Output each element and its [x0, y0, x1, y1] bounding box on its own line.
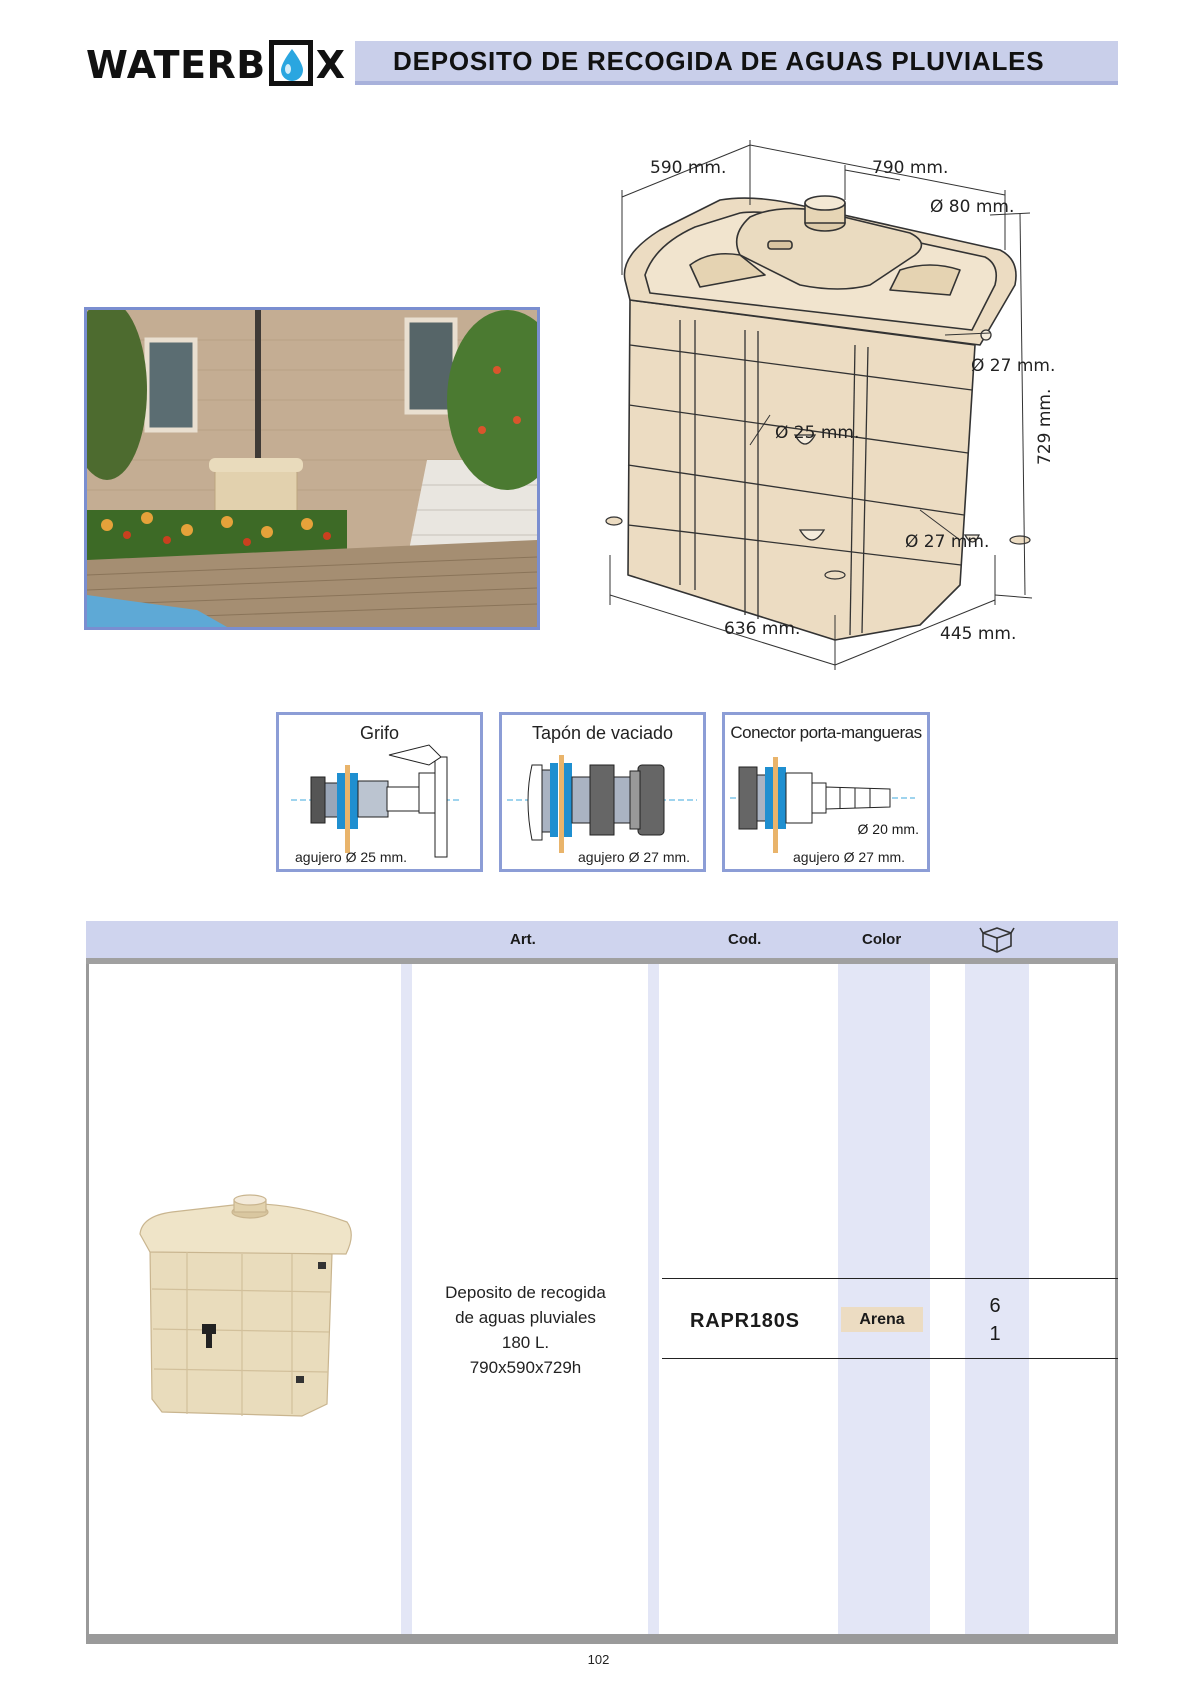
tank-technical-drawing: [600, 135, 1070, 675]
accessory-tapon: [499, 712, 706, 872]
table-bottom-border: [86, 1634, 1118, 1644]
brand-text-left: WATERB: [86, 43, 266, 87]
color-badge: Arena: [841, 1307, 923, 1332]
product-description-line: de aguas pluviales: [455, 1308, 596, 1327]
product-description-line: 180 L.: [501, 1333, 550, 1352]
dim-inlet: Ø 80 mm.: [930, 197, 1015, 217]
accessory-hole: agujero Ø 25 mm.: [295, 849, 408, 865]
col-header-art: Art.: [510, 931, 536, 948]
brand-logo: [86, 40, 346, 90]
product-description: [404, 1280, 647, 1380]
accessory-hole: agujero Ø 27 mm.: [793, 849, 906, 865]
dim-depth-bottom: 445 mm.: [940, 624, 1017, 644]
product-description-line: Deposito de recogida: [445, 1283, 606, 1302]
dim-depth-top: 590 mm.: [650, 158, 727, 178]
accessory-title: Tapón de vaciado: [531, 723, 674, 743]
page-number: 102: [587, 1652, 610, 1667]
dim-hole-bottom: Ø 27 mm.: [905, 532, 990, 552]
garden-photo: [84, 307, 540, 630]
dim-width-bottom: 636 mm.: [724, 619, 801, 639]
col-header-cod: Cod.: [728, 931, 762, 948]
table-header: [86, 921, 1118, 964]
dim-hole-front: Ø 25 mm.: [775, 423, 860, 443]
column-separator: [648, 964, 659, 1642]
pack-quantity: 6: [989, 1295, 1001, 1317]
water-drop-icon: [269, 40, 313, 86]
box-icon: [979, 924, 1015, 958]
accessory-hose-diameter: Ø 20 mm.: [857, 821, 919, 837]
accessory-conector: [722, 712, 930, 872]
page-title: [355, 41, 1118, 85]
accessory-title: Grifo: [359, 723, 399, 743]
dim-hole-right: Ø 27 mm.: [971, 356, 1056, 376]
color-column-stripe: [838, 964, 930, 1642]
dim-height: 729 mm.: [1035, 388, 1055, 465]
product-description-line: 790x590x729h: [469, 1358, 582, 1377]
pack-quantity: 1: [989, 1323, 1001, 1345]
page-title-text: DEPOSITO DE RECOGIDA DE AGUAS PLUVIALES: [393, 45, 1045, 76]
product-code: RAPR180S: [690, 1310, 800, 1332]
row-separator: [662, 1358, 1118, 1359]
brand-text-right: X: [315, 43, 346, 87]
accessory-hole: agujero Ø 27 mm.: [578, 849, 691, 865]
accessory-grifo: [276, 712, 483, 872]
dim-width-top: 790 mm.: [872, 158, 949, 178]
row-separator: [662, 1278, 1118, 1279]
col-header-color: Color: [862, 931, 902, 948]
accessory-title: Conector porta-mangueras: [730, 723, 922, 742]
product-thumbnail: [132, 1194, 362, 1424]
